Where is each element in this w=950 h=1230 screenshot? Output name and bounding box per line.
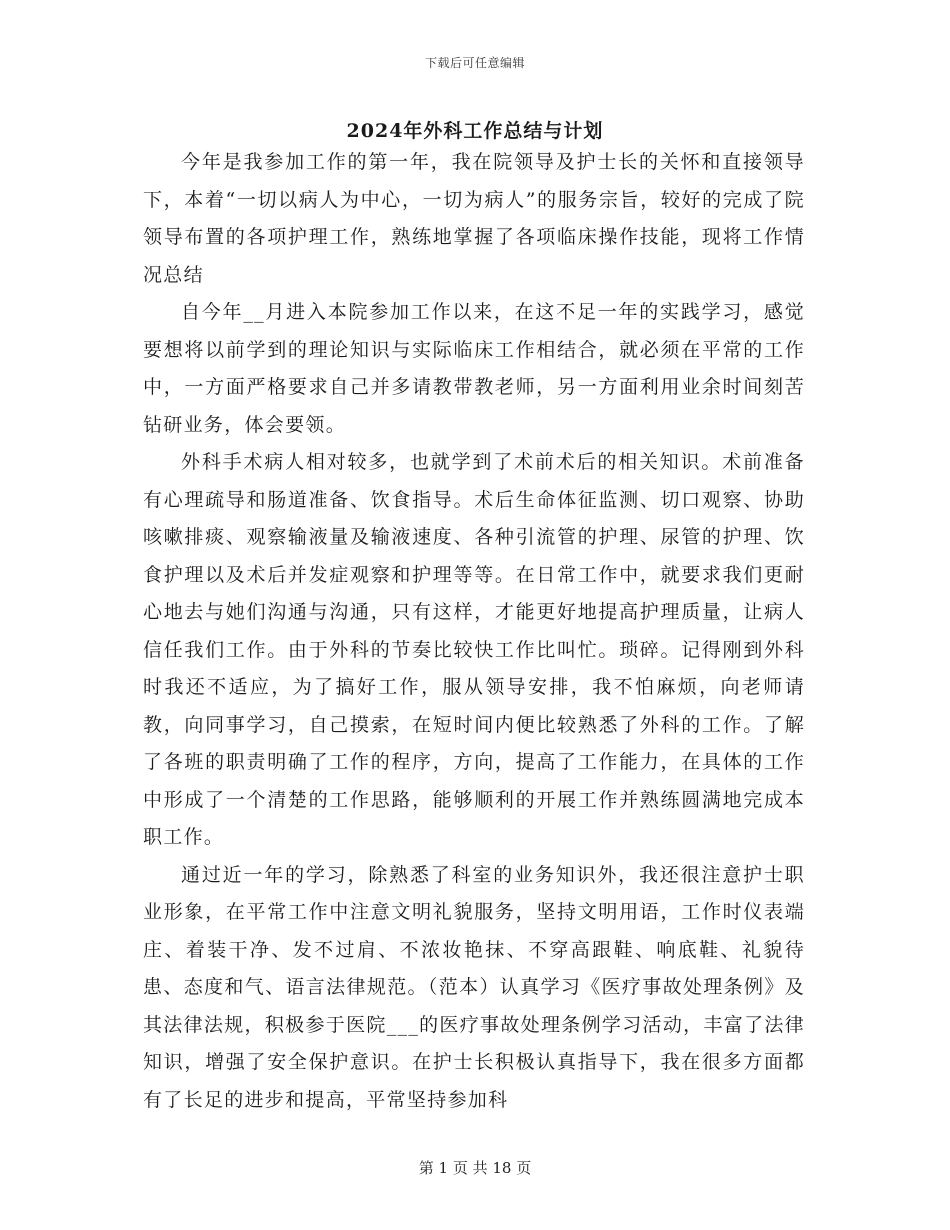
document-body bbox=[143, 144, 805, 1119]
header-note: 下载后可任意编辑 bbox=[424, 56, 525, 70]
page-number: 第 1 页 共 18 页 bbox=[418, 1159, 532, 1177]
paragraph: 通过近一年的学习，除熟悉了科室的业务知识外，我还很注意护士职业形象，在平常工作中注意文明礼貌服务，坚持文明用语，工作时仪表端庄、着装干净、发不过肩、不浓妆艳抹、不穿高跟鞋、响底鞋、礼貌待患、态度和气、语言法律规范。（范本）认真学习《医疗事故处理条例》及其法律法规，积极参于医院___的医疗事故处理条例学习活动，丰富了法律知识，增强了安全保护意识。在护士长积极认真指导下，我在很多方面都有了长足的进步和提高，平常坚持参加科 bbox=[143, 863, 805, 1111]
paragraph: 今年是我参加工作的第一年，我在院领导及护士长的关怀和直接领导下，本着“一切以病人为中心，一切为病人”的服务宗旨，较好的完成了院领导布置的各项护理工作，熟练地掌握了各项临床操作技能，现将工作情况总结 bbox=[143, 151, 805, 286]
paragraph: 自今年__月进入本院参加工作以来，在这不足一年的实践学习，感觉要想将以前学到的理论知识与实际临床工作相结合，就必须在平常的工作中，一方面严格要求自己并多请教带教老师，另一方面利用业余时间刻苦钻研业务，体会要领。 bbox=[143, 301, 805, 436]
document-title: 2024年外科工作总结与计划 bbox=[346, 120, 604, 142]
paragraph: 外科手术病人相对较多，也就学到了术前术后的相关知识。术前准备有心理疏导和肠道准备、饮食指导。术后生命体征监测、切口观察、协助咳嗽排痰、观察输液量及输液速度、各种引流管的护理、尿管的护理、饮食护理以及术后并发症观察和护理等等。在日常工作中，就要求我们更耐心地去与她们沟通与沟通，只有这样，才能更好地提高护理质量，让病人信任我们工作。由于外科的节奏比较快工作比叫忙。琐碎。记得刚到外科时我还不适应，为了搞好工作，服从领导安排，我不怕麻烦，向老师请教，向同事学习，自己摸索，在短时间内便比较熟悉了外科的工作。了解了各班的职责明确了工作的程序，方向，提高了工作能力，在具体的工作中形成了一个清楚的工作思路，能够顺利的开展工作并熟练圆满地完成本职工作。 bbox=[143, 451, 805, 848]
